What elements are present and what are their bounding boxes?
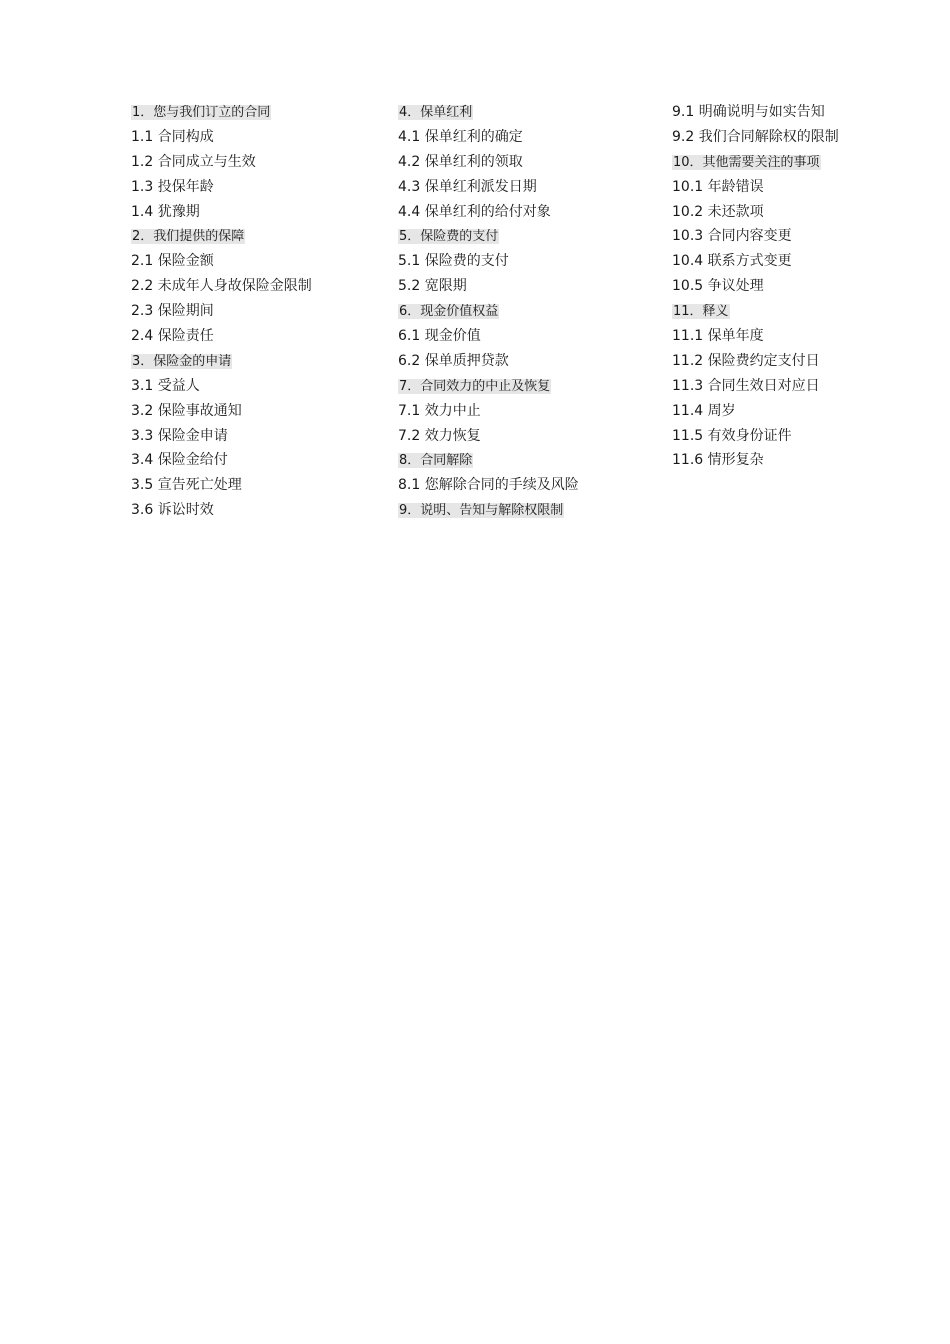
toc-entry-label: 11.5 有效身份证件 <box>672 427 792 444</box>
toc-entry-label: 4.2 保单红利的领取 <box>398 153 523 170</box>
toc-entry-label: 11.2 保险费约定支付日 <box>672 352 820 369</box>
toc-entry <box>672 448 839 473</box>
toc-entry <box>131 324 312 349</box>
toc-entry <box>672 424 839 449</box>
toc-entry <box>398 399 579 424</box>
toc-section-heading <box>131 349 312 374</box>
toc-entry-label: 10.2 未还款项 <box>672 203 764 220</box>
toc-entry-label: 2.4 保险责任 <box>131 328 214 345</box>
toc-entry <box>672 224 839 249</box>
toc-entry <box>672 125 839 150</box>
section-heading-label: 5．保险费的支付 <box>399 229 499 245</box>
toc-entry <box>672 324 839 349</box>
section-heading-label: 3．保险金的申请 <box>132 353 232 369</box>
toc-entry-label: 2.3 保险期间 <box>131 303 214 320</box>
toc-section-heading <box>672 299 839 324</box>
toc-section-heading <box>398 448 579 473</box>
toc-section-heading <box>672 150 839 175</box>
toc-section-heading <box>398 224 579 249</box>
toc-entry <box>398 200 579 225</box>
toc-entry <box>131 175 312 200</box>
section-heading-label: 2．我们提供的保障 <box>132 229 245 245</box>
toc-section-heading <box>398 374 579 399</box>
toc-entry-label: 10.5 争议处理 <box>672 278 764 295</box>
toc-entry <box>672 100 839 125</box>
toc-entry <box>672 374 839 399</box>
section-heading-label: 1．您与我们订立的合同 <box>132 105 271 120</box>
toc-entry-label: 11.1 保单年度 <box>672 328 764 345</box>
toc-entry <box>398 274 579 299</box>
toc-entry-label: 1.3 投保年龄 <box>131 178 214 195</box>
toc-entry-label: 1.4 犹豫期 <box>131 203 200 220</box>
toc-column-2 <box>398 100 579 523</box>
toc-entry-label: 1.1 合同构成 <box>131 128 214 145</box>
toc-entry <box>131 374 312 399</box>
toc-entry-label: 7.2 效力恢复 <box>398 427 481 444</box>
toc-column-1 <box>131 100 312 523</box>
toc-entry <box>398 249 579 274</box>
toc-entry-label: 6.1 现金价值 <box>398 328 481 345</box>
toc-entry <box>672 274 839 299</box>
toc-entry <box>131 274 312 299</box>
toc-entry-label: 11.4 周岁 <box>672 402 736 419</box>
toc-entry-label: 3.5 宣告死亡处理 <box>131 477 242 494</box>
toc-column-3 <box>672 100 839 473</box>
toc-entry-label: 2.2 未成年人身故保险金限制 <box>131 278 312 295</box>
toc-entry-label: 4.1 保单红利的确定 <box>398 128 523 145</box>
section-heading-label: 6．现金价值权益 <box>399 304 499 320</box>
toc-entry <box>131 249 312 274</box>
toc-entry <box>398 349 579 374</box>
section-heading-label: 10．其他需要关注的事项 <box>673 154 820 170</box>
toc-section-heading <box>131 100 312 125</box>
toc-entry-label: 3.4 保险金给付 <box>131 452 228 469</box>
toc-entry <box>131 399 312 424</box>
toc-entry-label: 3.6 诉讼时效 <box>131 502 214 519</box>
toc-entry-label: 8.1 您解除合同的手续及风险 <box>398 477 579 494</box>
toc-entry <box>131 200 312 225</box>
toc-entry <box>131 125 312 150</box>
toc-entry-label: 7.1 效力中止 <box>398 402 481 419</box>
toc-entry <box>131 498 312 523</box>
toc-entry-label: 4.4 保单红利的给付对象 <box>398 203 551 220</box>
toc-entry-label: 5.2 宽限期 <box>398 278 467 295</box>
toc-entry <box>672 349 839 374</box>
toc-section-heading <box>131 224 312 249</box>
toc-entry-label: 10.1 年龄错误 <box>672 178 764 195</box>
toc-section-heading <box>398 299 579 324</box>
toc-entry-label: 9.2 我们合同解除权的限制 <box>672 128 839 145</box>
toc-entry <box>672 175 839 200</box>
toc-entry-label: 1.2 合同成立与生效 <box>131 153 256 170</box>
toc-entry <box>672 249 839 274</box>
toc-entry <box>131 473 312 498</box>
toc-entry <box>131 424 312 449</box>
toc-entry-label: 10.3 合同内容变更 <box>672 228 792 245</box>
toc-entry <box>131 299 312 324</box>
toc-entry-label: 3.3 保险金申请 <box>131 427 228 444</box>
toc-entry <box>398 324 579 349</box>
toc-entry-label: 9.1 明确说明与如实告知 <box>672 104 825 120</box>
toc-section-heading <box>398 498 579 523</box>
toc-entry <box>398 175 579 200</box>
toc-entry <box>672 200 839 225</box>
toc-entry <box>398 150 579 175</box>
toc-entry-label: 3.1 受益人 <box>131 377 200 394</box>
toc-entry <box>398 424 579 449</box>
toc-entry-label: 10.4 联系方式变更 <box>672 253 792 270</box>
toc-entry-label: 6.2 保单质押贷款 <box>398 352 509 369</box>
toc-entry-label: 11.6 情形复杂 <box>672 452 764 469</box>
toc-entry <box>398 473 579 498</box>
section-heading-label: 8．合同解除 <box>399 453 473 469</box>
toc-section-heading <box>398 100 579 125</box>
toc-entry <box>131 150 312 175</box>
toc-entry-label: 2.1 保险金额 <box>131 253 214 270</box>
section-heading-label: 11．释义 <box>673 304 729 320</box>
section-heading-label: 4．保单红利 <box>399 105 473 120</box>
toc-entry-label: 11.3 合同生效日对应日 <box>672 377 820 394</box>
section-heading-label: 7．合同效力的中止及恢复 <box>399 378 551 394</box>
toc-entry-label: 3.2 保险事故通知 <box>131 402 242 419</box>
toc-entry <box>398 125 579 150</box>
toc-entry <box>131 448 312 473</box>
section-heading-label: 9．说明、告知与解除权限制 <box>399 503 564 519</box>
toc-entry <box>672 399 839 424</box>
toc-entry-label: 5.1 保险费的支付 <box>398 253 509 270</box>
toc-entry-label: 4.3 保单红利派发日期 <box>398 178 537 195</box>
